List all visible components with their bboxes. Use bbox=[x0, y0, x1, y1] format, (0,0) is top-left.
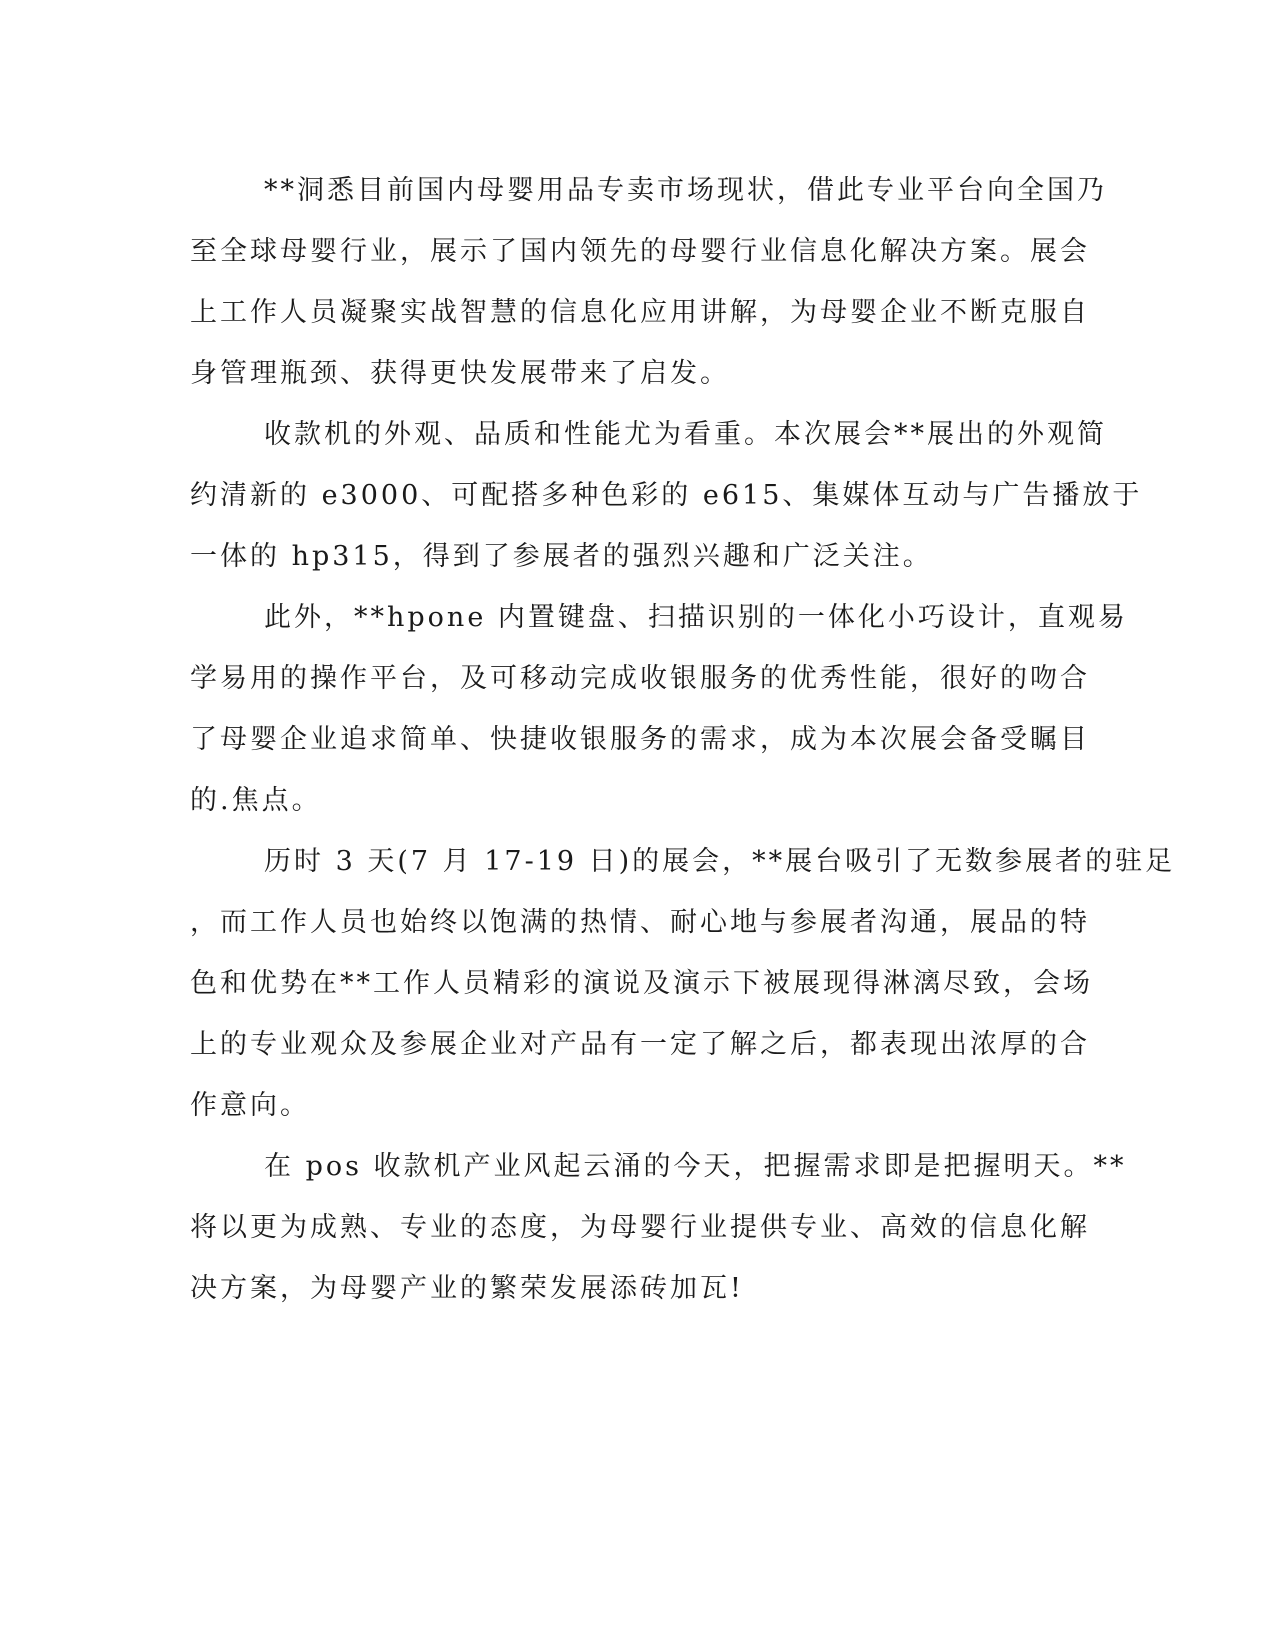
paragraph-line: 学易用的操作平台，及可移动完成收银服务的优秀性能，很好的吻合 bbox=[190, 663, 1090, 694]
paragraph-line: 决方案，为母婴产业的繁荣发展添砖加瓦! bbox=[190, 1273, 744, 1304]
paragraph-line: 收款机的外观、品质和性能尤为看重。本次展会**展出的外观简 bbox=[264, 419, 1107, 450]
paragraph-line: 在 pos 收款机产业风起云涌的今天，把握需求即是把握明天。** bbox=[264, 1151, 1127, 1182]
paragraph-line: 上工作人员凝聚实战智慧的信息化应用讲解，为母婴企业不断克服自 bbox=[190, 297, 1090, 328]
paragraph-line: 色和优势在**工作人员精彩的演说及演示下被展现得淋漓尽致，会场 bbox=[190, 968, 1093, 999]
paragraph-2 bbox=[190, 404, 1143, 587]
paragraph-line: 的.焦点。 bbox=[190, 785, 322, 816]
paragraph-1 bbox=[190, 160, 1107, 404]
paragraph-line: **洞悉目前国内母婴用品专卖市场现状，借此专业平台向全国乃 bbox=[264, 175, 1107, 206]
paragraph-4 bbox=[190, 831, 1176, 1136]
paragraph-line: 至全球母婴行业，展示了国内领先的母婴行业信息化解决方案。展会 bbox=[190, 236, 1090, 267]
paragraph-line: 身管理瓶颈、获得更快发展带来了启发。 bbox=[190, 358, 730, 389]
paragraph-line: 上的专业观众及参展企业对产品有一定了解之后，都表现出浓厚的合 bbox=[190, 1029, 1090, 1060]
document-body bbox=[190, 160, 1176, 1319]
paragraph-3 bbox=[190, 587, 1128, 831]
paragraph-5 bbox=[190, 1136, 1127, 1319]
paragraph-line: 一体的 hp315，得到了参展者的强烈兴趣和广泛关注。 bbox=[190, 541, 933, 572]
paragraph-line: 历时 3 天(7 月 17-19 日)的展会，**展台吸引了无数参展者的驻足 bbox=[264, 846, 1176, 877]
paragraph-line: 将以更为成熟、专业的态度，为母婴行业提供专业、高效的信息化解 bbox=[190, 1212, 1090, 1243]
paragraph-line: ，而工作人员也始终以饱满的热情、耐心地与参展者沟通，展品的特 bbox=[190, 907, 1090, 938]
paragraph-line: 了母婴企业追求简单、快捷收银服务的需求，成为本次展会备受瞩目 bbox=[190, 724, 1090, 755]
paragraph-line: 此外，**hpone 内置键盘、扫描识别的一体化小巧设计，直观易 bbox=[264, 602, 1128, 633]
paragraph-line: 作意向。 bbox=[190, 1090, 310, 1121]
paragraph-line: 约清新的 e3000、可配搭多种色彩的 e615、集媒体互动与广告播放于 bbox=[190, 480, 1143, 511]
